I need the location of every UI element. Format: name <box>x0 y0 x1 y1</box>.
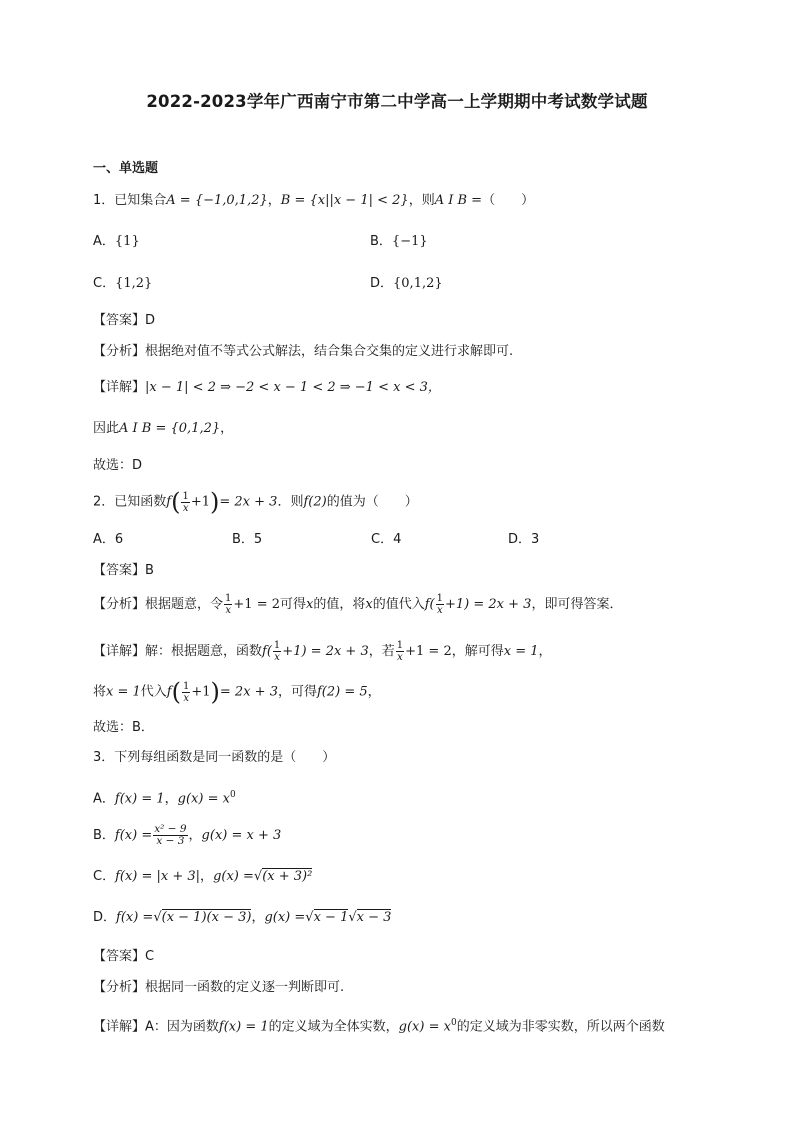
q1-answer: 【答案】D <box>93 313 156 328</box>
q1-option-c: C．{1,2} <box>93 276 153 291</box>
q2-option-a: A．6 <box>93 532 124 547</box>
q1-analysis: 【分析】根据绝对值不等式公式解法，结合集合交集的定义进行求解即可. <box>93 344 514 359</box>
q3-option-d: D．f(x) =√(x − 1)(x − 3)，g(x) =√x − 1√x − 3 <box>93 910 392 925</box>
q1-option-a: A．{1} <box>93 234 140 249</box>
q1-intersection: A I B = <box>434 193 483 208</box>
q3-option-b: B．f(x) = $\frac{\text{x² − 9}}{x - 3}$ ，g(x) = x + 3 <box>93 823 282 847</box>
q2-choose: 故选：B． <box>93 720 154 735</box>
q1-detail-2: 因此A I B = {0,1,2}， <box>93 421 234 436</box>
q1-stem-mid: ， <box>267 193 281 208</box>
q2-analysis: 【分析】根据题意，令 $\frac{1}{x}$ +1 = 2可得x的值，将x的值代入f( $\frac{1}{x}$ +1) = 2x + 3，即可得答案． <box>93 593 623 616</box>
q3-option-a: A．f(x) = 1，$g(x) = x^0$ <box>93 790 236 807</box>
q3-stem: 3．下列每组函数是同一函数的是（ ） <box>93 750 336 765</box>
q3-analysis: 【分析】根据同一函数的定义逐一判断即可. <box>93 980 345 995</box>
q2-stem: 2．已知函数f( $\frac{1}{x}$ +1)= 2x + 3．则f(2)的值为（ ） <box>93 488 418 516</box>
q1-option-b: B．{−1} <box>370 234 428 249</box>
q2-option-d: D．3 <box>508 532 540 547</box>
q2-answer: 【答案】B <box>93 563 154 578</box>
q1-set-a: A = {−1,0,1,2} <box>166 193 268 208</box>
q1-stem <box>93 192 534 210</box>
q1-choose: 故选：D <box>93 458 143 473</box>
q1-stem-pre: 1．已知集合 <box>93 193 167 208</box>
q2-detail: 【详解】解：根据题意，函数f( $\frac{1}{x}$ +1) = 2x + 3，若 $\frac{1}{x}$ +1 = 2，解可得x = 1， <box>93 640 552 663</box>
q1-set-b: B = {x||x − 1| < 2} <box>280 193 409 208</box>
q1-detail: 【详解】|x − 1| < 2 ⇒ −2 < x − 1 < 2 ⇒ −1 < x < 3， <box>93 380 441 395</box>
q2-detail-2: 将x = 1代入f( $\frac{1}{x}$ +1)= 2x + 3，可得f(2) = 5， <box>93 678 381 706</box>
q1-stem-end: （ ） <box>482 193 535 208</box>
q3-answer: 【答案】C <box>93 949 155 964</box>
q3-detail: 【详解】A：因为函数f(x) = 1的定义域为全体实数，$g(x) = x^0$的定义域为非零实数，所以两个函数 <box>93 1018 665 1035</box>
q1-stem-post: ，则 <box>408 193 435 208</box>
q2-option-c: C．4 <box>371 532 402 547</box>
q2-option-b: B．5 <box>232 532 263 547</box>
q1-option-d: D．{0,1,2} <box>370 276 443 291</box>
q3-option-c: C．f(x) = |x + 3|，g(x) =√(x + 3)² <box>93 869 313 884</box>
page-title: 2022-2023学年广西南宁市第二中学高一上学期期中考试数学试题 <box>146 92 648 111</box>
section-heading: 一、单选题 <box>93 161 159 176</box>
